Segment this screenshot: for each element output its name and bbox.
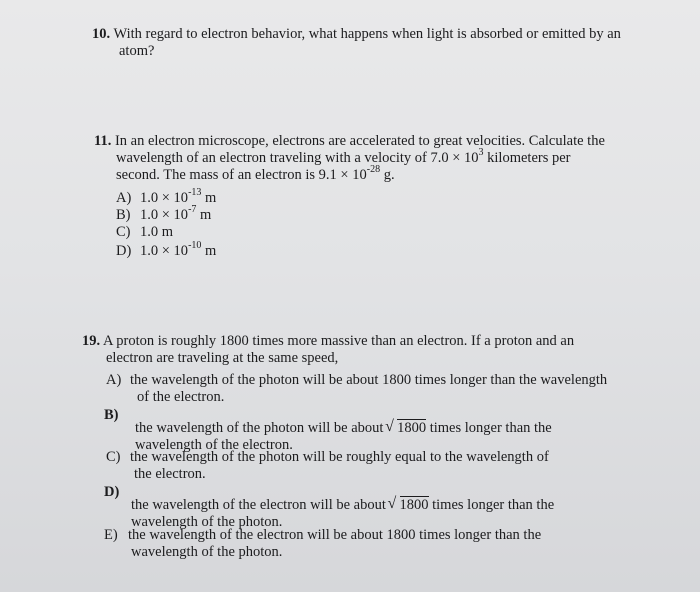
option-line-1-tail: times longer than the (426, 420, 552, 436)
question-11-option-b[interactable] (116, 204, 212, 224)
question-11-option-d[interactable] (116, 240, 217, 260)
option-label: B) (116, 207, 131, 223)
option-exponent: -13 (188, 187, 202, 198)
option-line-1: the wavelength of the photon will be about 1800 times longer than the wavelength (130, 372, 608, 388)
option-label: C) (116, 224, 131, 240)
option-label: C) (106, 449, 121, 465)
option-base: 1.0 m (140, 224, 174, 240)
option-label: D) (104, 484, 120, 500)
option-line-1: the wavelength of the electron will be about 1800 times longer than the (128, 527, 542, 543)
question-11-option-c[interactable] (116, 224, 173, 241)
option-line-2: wavelength of the photon. (131, 514, 283, 530)
question-19-text: A proton is roughly 1800 times more massive than an electron. If a proton and an (102, 333, 575, 349)
option-exponent: -7 (188, 204, 197, 215)
question-19-option-c[interactable] (106, 449, 549, 483)
option-unit: m (196, 207, 212, 223)
option-base: 1.0 × 10 (140, 243, 189, 259)
question-11-text: In an electron microscope, electrons are accelerated to great velocities. Calculate the (114, 133, 605, 149)
option-exponent: -10 (188, 240, 202, 251)
question-19-number: 19. (82, 333, 101, 349)
option-line-2: the electron. (134, 466, 206, 482)
question-10-number: 10. (92, 26, 111, 42)
question-19 (82, 333, 574, 367)
question-19-line-1 (82, 333, 574, 350)
square-root-value: 1800 (397, 420, 427, 436)
question-19-line-2: electron are traveling at the same speed, (106, 350, 339, 366)
option-line-1: the wavelength of the photon will be roughly equal to the wavelength of (130, 449, 549, 465)
question-19-option-e[interactable] (104, 527, 541, 561)
question-10 (92, 26, 621, 60)
question-11-line-2 (94, 147, 605, 167)
question-11-number: 11. (94, 133, 112, 149)
question-11 (94, 133, 605, 184)
question-10-text: With regard to electron behavior, what happens when light is absorbed or emitted by an (113, 26, 621, 42)
option-line-1: the wavelength of the photon will be about (135, 420, 388, 436)
question-11-option-a[interactable] (116, 187, 217, 207)
option-line-2: of the electron. (137, 389, 225, 405)
option-line-1-tail: times longer than the (428, 497, 555, 513)
option-base: 1.0 × 10 (140, 190, 189, 206)
question-19-option-d[interactable] (104, 484, 554, 531)
option-label: A) (116, 190, 132, 206)
question-10-line-1 (92, 26, 621, 43)
option-label: B) (104, 407, 119, 423)
option-label: E) (104, 527, 118, 543)
question-11-velocity-exponent: 3 (478, 147, 484, 158)
question-10-line-2: atom? (119, 43, 155, 59)
option-line-1: the wavelength of the electron will be about (131, 497, 390, 513)
question-11-mass-exponent: -28 (366, 164, 381, 175)
question-11-line-2-text: wavelength of an electron traveling with a velocity of 7.0 × 10 (116, 150, 479, 166)
question-11-line-3-text: second. The mass of an electron is 9.1 × 10 (116, 167, 367, 183)
question-11-line-3 (94, 164, 605, 184)
option-unit: m (201, 243, 217, 259)
option-unit: m (201, 190, 217, 206)
question-11-line-1 (94, 133, 605, 150)
option-label: A) (106, 372, 122, 388)
square-root-icon (390, 497, 429, 514)
square-root-value: 1800 (399, 497, 429, 513)
option-line-2: wavelength of the electron. (135, 437, 293, 453)
option-label: D) (116, 243, 132, 259)
option-line-2: wavelength of the photon. (131, 544, 283, 560)
square-root-icon (387, 420, 426, 437)
question-19-option-a[interactable] (106, 372, 607, 406)
option-base: 1.0 × 10 (140, 207, 189, 223)
question-19-option-b[interactable] (104, 407, 552, 454)
question-11-line-3-tail: g. (380, 167, 395, 183)
question-11-line-2-tail: kilometers per (483, 150, 571, 166)
